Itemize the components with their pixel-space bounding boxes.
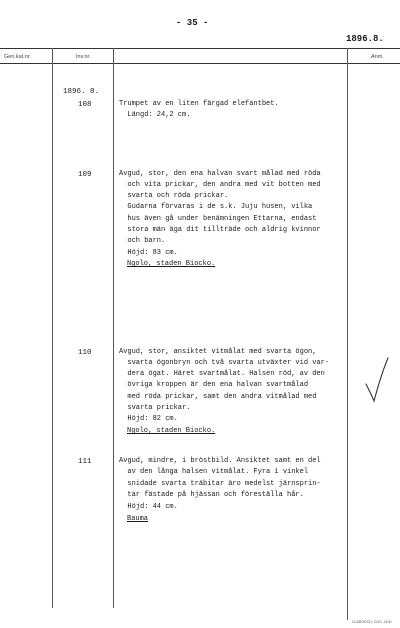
entry-provenance: Ngolo, staden Biocko.	[127, 427, 216, 435]
entry-line: Avgud, stor, ansiktet vitmålat med svarta ögon,	[119, 348, 317, 356]
entry-line: Höjd: 83 cm.	[119, 249, 178, 257]
entry-line: Gudarna förvaras i de s.k. Juju husen, vilka	[119, 203, 313, 211]
entry-line: snidade svarta träbitar äro medelst järnsprin-	[119, 480, 321, 488]
column-divider	[347, 48, 348, 620]
entry-number: 111	[78, 458, 92, 466]
column-divider	[113, 48, 114, 608]
entry-line: Höjd: 82 cm.	[119, 415, 178, 423]
entry-line: stora män äga dit tillträde och aldrig kvinnor	[119, 226, 321, 234]
entry-line: med röda prickar, samt den andra vitmålad med	[119, 393, 317, 401]
entry-line: Längd: 24,2 cm.	[119, 111, 191, 119]
column-header-inventory: Inv.nr.	[76, 54, 91, 60]
entry-line: Höjd: 44 cm.	[119, 503, 178, 511]
entry-line: och barn.	[119, 237, 166, 245]
header-bottom-rule	[0, 63, 400, 64]
year-header: 1896.8.	[346, 34, 384, 44]
entry-line: svarta och röda prickar.	[119, 192, 229, 200]
column-divider	[52, 48, 53, 608]
entry-line: hus även gå under benämningen Ettarna, endast	[119, 215, 317, 223]
entry-provenance: Bauma	[127, 515, 149, 523]
entry-line: av den långa halsen vitmålat. Fyra i vinkel	[119, 468, 309, 476]
entry-line: svarta prickar.	[119, 404, 191, 412]
column-header-catalog: Gen.kat.nr.	[4, 54, 31, 60]
entry-line: svarta ögonbryn och två svarta utväxter vid var-	[119, 359, 330, 367]
date-label: 1896. 8.	[63, 88, 100, 96]
entry-line: och vita prickar, den andra med vit botten med	[119, 181, 321, 189]
entry-number: 108	[78, 101, 92, 109]
page-number: - 35 -	[176, 18, 209, 28]
entry-number: 109	[78, 171, 92, 179]
header-top-rule	[0, 48, 400, 49]
entry-provenance: Ngolo, staden Biocko.	[127, 260, 216, 268]
entry-line: dera ögat. Häret svartmålat. Halsen röd, av den	[119, 370, 325, 378]
footer-print-mark: CLARODCO. COO. 4130	[352, 620, 392, 624]
entry-number: 110	[78, 349, 92, 357]
entry-line: Trumpet av en liten färgad elefantbet.	[119, 100, 279, 108]
entry-line: Avgud, stor, den ena halvan svart målad med röda	[119, 170, 321, 178]
entry-line: tar fästade på hjässan och föreställa hår.	[119, 491, 304, 499]
entry-line: övriga kroppen är den ena halvan svartmålad	[119, 381, 309, 389]
entry-line: Avgud, mindre, i bröstbild. Ansiktet samt en del	[119, 457, 321, 465]
check-mark-icon	[364, 356, 390, 404]
column-header-notes: Anm.	[371, 54, 384, 60]
